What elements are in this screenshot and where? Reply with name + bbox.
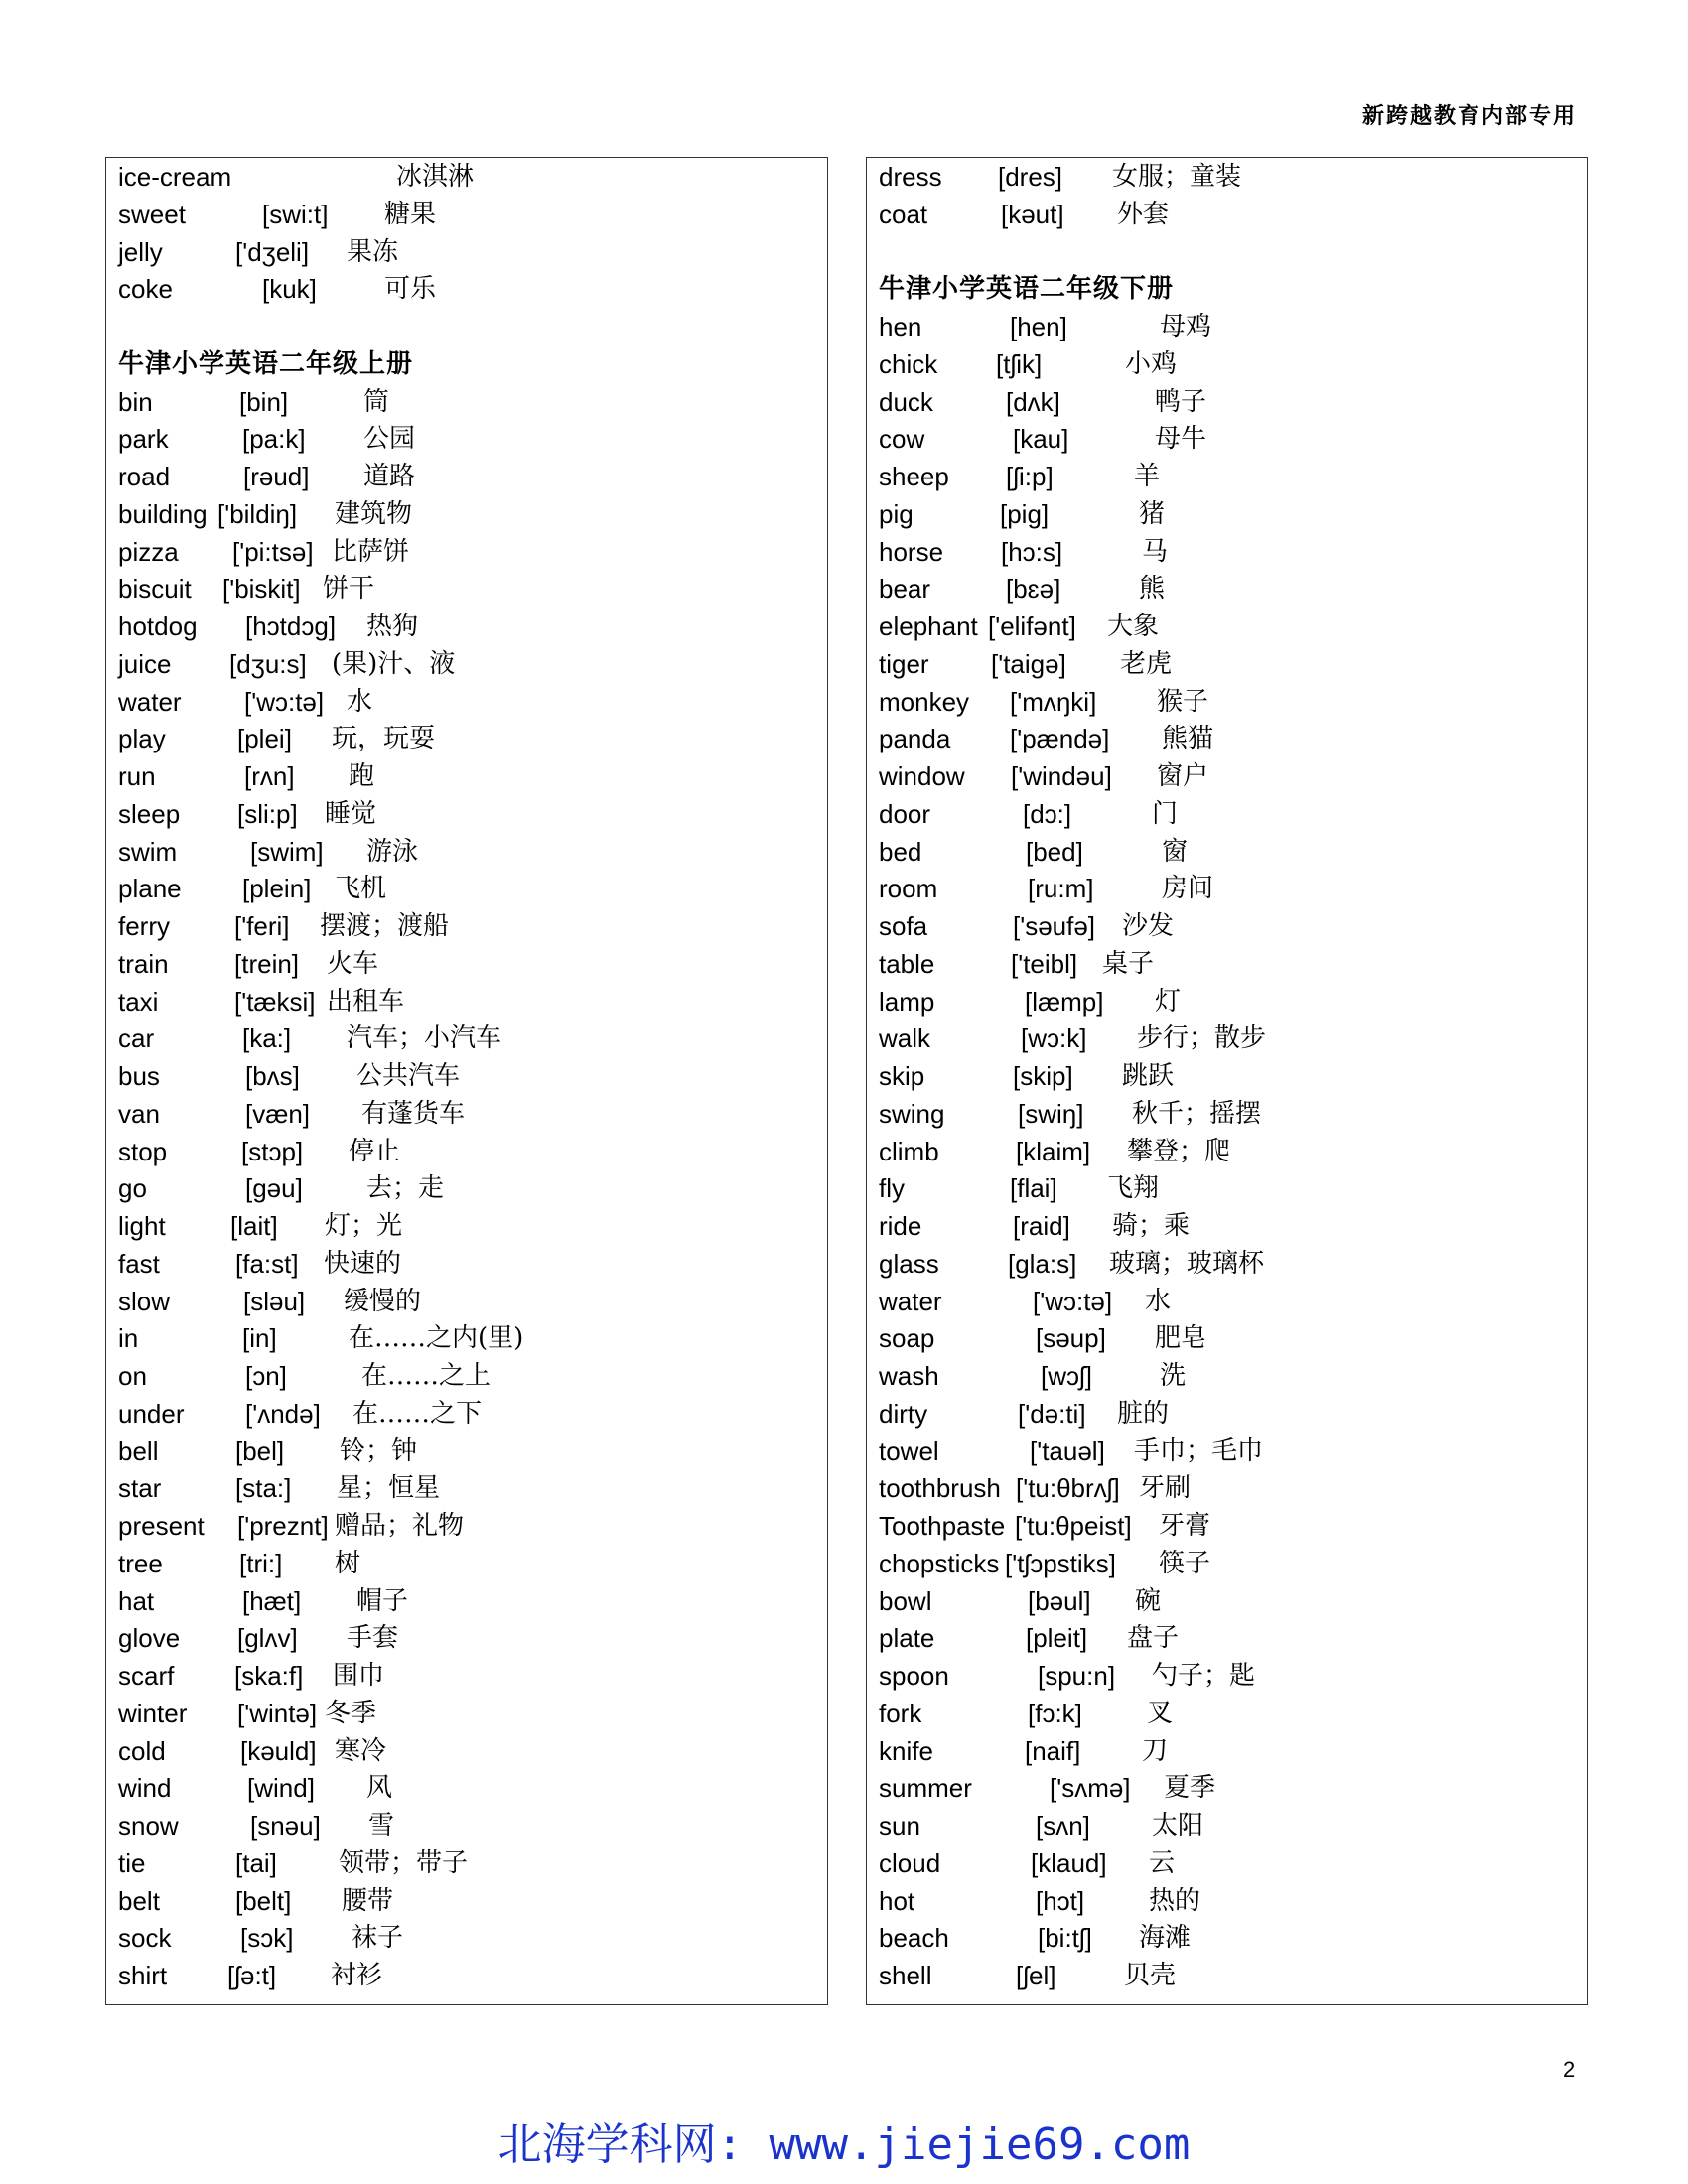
vocab-phonetic: [klaud] (1031, 1847, 1107, 1878)
vocab-word: ice-cream (118, 162, 232, 192)
vocab-word: ferry (118, 911, 170, 941)
vocab-phonetic: [kuk] (262, 274, 317, 305)
vocab-word: fly (879, 1173, 905, 1204)
vocab-word: under (118, 1398, 185, 1429)
vocab-word: bell (118, 1435, 159, 1466)
vocab-phonetic: [bɛə] (1006, 574, 1061, 605)
vocab-meaning: 冰淇淋 (396, 162, 475, 192)
vocab-phonetic: [hɔtdɔg] (245, 612, 337, 641)
vocab-meaning: 贝壳 (1124, 1961, 1177, 1990)
vocab-word: water (118, 686, 182, 717)
vocab-phonetic: ['wintə] (237, 1698, 318, 1728)
vocab-word: bin (118, 386, 153, 417)
vocab-word: walk (879, 1024, 931, 1054)
vocab-phonetic: [wɔʃ] (1041, 1361, 1092, 1391)
vocab-word: knife (879, 1735, 933, 1766)
vocab-meaning: 糖果 (384, 199, 437, 229)
vocab-word: taxi (118, 986, 159, 1017)
vocab-meaning: 猴子 (1157, 686, 1209, 717)
vocab-word: in (118, 1323, 139, 1354)
vocab-word: shirt (118, 1961, 168, 1990)
vocab-phonetic: ['wɔ:tə] (244, 686, 325, 717)
vocab-meaning: 飞机 (335, 874, 387, 904)
vocab-meaning: 鸭子 (1155, 386, 1207, 417)
vocab-meaning: 桌子 (1102, 948, 1155, 979)
vocab-phonetic: [dʌk] (1006, 386, 1060, 417)
vocab-phonetic: [tri:] (239, 1548, 283, 1578)
vocab-phonetic: [hɔt] (1036, 1885, 1085, 1916)
vocab-phonetic: [bed] (1026, 836, 1083, 867)
vocab-phonetic: ['tʃɔpstiks] (1005, 1548, 1116, 1578)
vocab-word: dress (879, 162, 942, 192)
vocab-meaning: 牙膏 (1159, 1511, 1211, 1541)
vocab-meaning: 快速的 (324, 1248, 402, 1279)
vocab-word: van (118, 1098, 160, 1129)
vocab-meaning: 门 (1152, 798, 1179, 829)
vocab-word: coat (879, 199, 928, 229)
vocab-phonetic: [stɔp] (241, 1136, 304, 1166)
vocab-meaning: 羊 (1134, 462, 1161, 491)
vocab-meaning: 大象 (1107, 612, 1160, 641)
vocab-phonetic: [kəut] (1001, 199, 1064, 229)
vocab-phonetic: [kau] (1013, 424, 1069, 455)
vocab-phonetic: [flai] (1010, 1173, 1057, 1204)
vocab-meaning: 道路 (363, 462, 416, 491)
vocab-phonetic: [sʌn] (1036, 1811, 1090, 1841)
vocab-phonetic: [lait] (230, 1211, 278, 1241)
vocab-word: pig (879, 498, 914, 529)
vocab-meaning: 有蓬货车 (361, 1098, 466, 1129)
vocab-word: soap (879, 1323, 935, 1354)
vocab-word: stop (118, 1136, 168, 1166)
vocab-phonetic: ['pi:tsə] (232, 536, 314, 567)
vocab-phonetic: [belt] (235, 1885, 292, 1916)
vocab-phonetic: [klaim] (1016, 1136, 1091, 1166)
vocab-phonetic: [hen] (1010, 312, 1067, 341)
vocab-meaning: 海滩 (1139, 1923, 1192, 1954)
vocab-phonetic: [ɡəu] (245, 1173, 303, 1204)
vocab-meaning: 在……之上 (361, 1361, 492, 1391)
vocab-phonetic: [ɡlʌv] (237, 1623, 298, 1654)
vocab-phonetic: ['taiɡə] (991, 648, 1066, 679)
vocab-word: fork (879, 1698, 922, 1728)
vocab-word: climb (879, 1136, 939, 1166)
vocab-word: coke (118, 274, 173, 305)
vocab-word: ride (879, 1211, 922, 1241)
vocab-phonetic: [bʌs] (245, 1061, 300, 1091)
vocab-meaning: (果)汁、液 (332, 648, 456, 679)
vocab-meaning: 攀登；爬 (1127, 1136, 1231, 1166)
vocab-meaning: 星；恒星 (337, 1473, 441, 1504)
vocab-word: plane (118, 874, 182, 904)
vocab-word: door (879, 798, 931, 829)
vocab-phonetic: [kəuld] (240, 1735, 317, 1766)
vocab-meaning: 筷子 (1159, 1548, 1211, 1578)
vocab-word: scarf (118, 1661, 175, 1691)
vocab-meaning: 腰带 (342, 1885, 394, 1916)
vocab-meaning: 窗 (1162, 836, 1189, 867)
vocab-meaning: 母鸡 (1160, 312, 1212, 341)
vocab-meaning: 停止 (349, 1136, 401, 1166)
vocab-meaning: 摆渡；渡船 (320, 911, 450, 941)
vocab-word: beach (879, 1923, 949, 1954)
vocab-word: star (118, 1473, 162, 1504)
vocab-meaning: 太阳 (1152, 1811, 1204, 1841)
vocab-word: wind (118, 1773, 172, 1804)
vocab-word: cold (118, 1735, 166, 1766)
vocab-meaning: 熊 (1139, 574, 1166, 605)
vocab-meaning: 比萨饼 (332, 536, 410, 567)
vocab-meaning: 缓慢的 (344, 1286, 422, 1316)
vocab-phonetic: [bəul] (1028, 1585, 1091, 1616)
vocab-phonetic: ['preznt] (237, 1511, 329, 1541)
vocab-word: fast (118, 1248, 160, 1279)
vocab-phonetic: ['bildiŋ] (217, 498, 298, 529)
vocab-meaning: 云 (1149, 1847, 1176, 1878)
vocab-meaning: 洗 (1160, 1361, 1187, 1391)
vocab-word: tree (118, 1548, 163, 1578)
vocab-word: slow (118, 1286, 171, 1316)
vocab-word: lamp (879, 986, 935, 1017)
section-title: 牛津小学英语二年级上册 (118, 348, 414, 379)
vocab-word: hen (879, 312, 922, 341)
vocab-meaning: 外套 (1117, 199, 1170, 229)
vocab-phonetic: [tʃik] (996, 348, 1043, 379)
vocab-word: hot (879, 1885, 915, 1916)
vocab-meaning: 灯；光 (325, 1211, 403, 1241)
vocab-word: sweet (118, 199, 186, 229)
vocab-phonetic: [pa:k] (242, 424, 306, 455)
vocab-word: tiger (879, 648, 929, 679)
vocab-phonetic: [bin] (239, 386, 289, 417)
vocab-meaning: 雪 (368, 1811, 395, 1841)
vocab-word: hotdog (118, 612, 198, 641)
vocab-phonetic: [ʃi:p] (1006, 462, 1054, 491)
vocab-word: duck (879, 386, 933, 417)
vocab-word: Toothpaste (879, 1511, 1006, 1541)
vocab-word: belt (118, 1885, 160, 1916)
vocab-phonetic: [plei] (237, 724, 292, 754)
vocab-meaning: 去；走 (366, 1173, 445, 1204)
vocab-word: sofa (879, 911, 928, 941)
vocab-meaning: 铃；钟 (340, 1435, 418, 1466)
vocab-word: summer (879, 1773, 972, 1804)
vocab-phonetic: ['elifənt] (988, 612, 1076, 641)
vocab-phonetic: ['tauəl] (1030, 1435, 1105, 1466)
vocab-word: skip (879, 1061, 925, 1091)
vocab-word: horse (879, 536, 944, 567)
vocab-word: juice (118, 648, 172, 679)
vocab-meaning: 马 (1142, 536, 1169, 567)
vocab-word: building (118, 498, 208, 529)
vocab-meaning: 公共汽车 (356, 1061, 461, 1091)
vocab-phonetic: ['səufə] (1013, 911, 1096, 941)
vocab-meaning: 冬季 (325, 1698, 377, 1728)
vocab-meaning: 窗户 (1157, 761, 1209, 791)
vocab-meaning: 玩，玩耍 (332, 724, 436, 754)
vocab-word: biscuit (118, 574, 192, 605)
vocab-phonetic: ['pændə] (1010, 724, 1110, 754)
vocab-phonetic: [ka:] (242, 1024, 292, 1054)
vocab-word: winter (118, 1698, 188, 1728)
vocab-phonetic: [sta:] (235, 1473, 292, 1504)
vocab-column-right (866, 157, 1588, 2005)
vocab-word: water (879, 1286, 942, 1316)
vocab-meaning: 碗 (1135, 1585, 1162, 1616)
vocab-phonetic: [ʃə:t] (227, 1961, 277, 1990)
vocab-meaning: 寒冷 (335, 1735, 387, 1766)
vocab-meaning: 筒 (363, 386, 390, 417)
vocab-word: toothbrush (879, 1473, 1001, 1504)
vocab-word: sock (118, 1923, 172, 1954)
vocab-meaning: 跳跃 (1122, 1061, 1175, 1091)
vocab-phonetic: [bel] (235, 1435, 285, 1466)
vocab-word: chick (879, 348, 938, 379)
vocab-meaning: 盘子 (1127, 1623, 1180, 1654)
vocab-meaning: 可乐 (384, 274, 437, 305)
vocab-word: spoon (879, 1661, 949, 1691)
vocab-meaning: 衬衫 (331, 1961, 383, 1990)
vocab-phonetic: [pleit] (1026, 1623, 1088, 1654)
vocab-phonetic: ['tu:θpeist] (1015, 1511, 1132, 1541)
vocab-phonetic: ['də:ti] (1018, 1398, 1086, 1429)
vocab-phonetic: [læmp] (1025, 986, 1104, 1017)
vocab-meaning: 出租车 (327, 986, 405, 1017)
vocab-word: bowl (879, 1585, 932, 1616)
vocab-phonetic: [swi:t] (262, 199, 329, 229)
vocab-meaning: 母牛 (1155, 424, 1207, 455)
vocab-phonetic: [pig] (1000, 498, 1050, 529)
vocab-word: present (118, 1511, 205, 1541)
vocab-phonetic: [hæt] (242, 1585, 302, 1616)
vocab-phonetic: [naif] (1025, 1735, 1081, 1766)
vocab-word: pizza (118, 536, 179, 567)
vocab-word: go (118, 1173, 147, 1204)
vocab-meaning: 牙刷 (1139, 1473, 1192, 1504)
vocab-phonetic: [plein] (242, 874, 312, 904)
vocab-word: cow (879, 424, 925, 455)
vocab-meaning: 熊猫 (1162, 724, 1214, 754)
vocab-word: sun (879, 1811, 920, 1841)
vocab-word: dirty (879, 1398, 928, 1429)
vocab-meaning: 火车 (327, 948, 379, 979)
vocab-word: road (118, 462, 171, 491)
vocab-word: hat (118, 1585, 155, 1616)
vocab-meaning: 睡觉 (325, 798, 377, 829)
vocab-meaning: 公园 (363, 424, 416, 455)
vocab-meaning: 步行；散步 (1137, 1024, 1267, 1054)
vocab-word: on (118, 1361, 147, 1391)
vocab-phonetic: [ska:f] (234, 1661, 304, 1691)
vocab-meaning: 灯 (1155, 986, 1182, 1017)
vocab-meaning: 风 (366, 1773, 393, 1804)
vocab-meaning: 帽子 (356, 1585, 409, 1616)
vocab-meaning: 玻璃；玻璃杯 (1109, 1248, 1265, 1279)
vocab-phonetic: [ru:m] (1028, 874, 1094, 904)
vocab-phonetic: [trein] (234, 948, 300, 979)
vocab-word: table (879, 948, 935, 979)
vocab-word: train (118, 948, 169, 979)
vocab-word: car (118, 1024, 155, 1054)
vocab-phonetic: ['teibl] (1011, 948, 1078, 979)
vocab-phonetic: ['windəu] (1011, 761, 1112, 791)
vocab-meaning: 小鸡 (1125, 348, 1178, 379)
vocab-word: sleep (118, 798, 181, 829)
footer-watermark: 北海学科网: www.jiejie69.com (497, 2119, 1191, 2170)
vocab-phonetic: [fa:st] (235, 1248, 299, 1279)
vocab-phonetic: [sləu] (243, 1286, 306, 1316)
vocab-phonetic: [raid] (1013, 1211, 1070, 1241)
page-header: 新跨越教育内部专用 (1361, 103, 1577, 129)
vocab-meaning: 在……之内(里) (349, 1323, 524, 1354)
vocab-meaning: 叉 (1147, 1698, 1174, 1728)
vocab-phonetic: [səup] (1036, 1323, 1106, 1354)
vocab-phonetic: [skip] (1013, 1061, 1073, 1091)
vocab-word: cloud (879, 1847, 941, 1878)
vocab-word: monkey (879, 686, 970, 717)
vocab-meaning: 骑；乘 (1112, 1211, 1191, 1241)
vocab-phonetic: [dres] (998, 162, 1063, 192)
page-number: 2 (1563, 2057, 1576, 2082)
vocab-word: bear (879, 574, 931, 605)
vocab-phonetic: [snəu] (250, 1811, 321, 1841)
vocab-meaning: 飞翔 (1107, 1173, 1160, 1204)
vocab-word: snow (118, 1811, 179, 1841)
vocab-phonetic: [hɔ:s] (1001, 536, 1063, 567)
vocab-phonetic: [sli:p] (237, 798, 298, 829)
vocab-phonetic: ['feri] (234, 911, 290, 941)
vocab-word: tie (118, 1847, 146, 1878)
vocab-meaning: 夏季 (1164, 1773, 1216, 1804)
vocab-word: plate (879, 1623, 935, 1654)
vocab-column-left (105, 157, 828, 2005)
vocab-word: chopsticks (879, 1548, 1000, 1578)
vocab-meaning: 热狗 (366, 612, 419, 641)
vocab-phonetic: [væn] (245, 1098, 311, 1129)
vocab-word: light (118, 1211, 166, 1241)
vocab-phonetic: [dʒu:s] (229, 648, 307, 679)
vocab-phonetic: [ʃel] (1016, 1961, 1056, 1990)
vocab-phonetic: ['ʌndə] (245, 1398, 321, 1429)
vocab-meaning: 水 (1145, 1286, 1172, 1316)
vocab-meaning: 袜子 (352, 1923, 404, 1954)
vocab-meaning: 领带；带子 (339, 1847, 469, 1878)
vocab-meaning: 手套 (347, 1623, 399, 1654)
vocab-meaning: 女服；童装 (1112, 162, 1242, 192)
vocab-meaning: 房间 (1162, 874, 1214, 904)
vocab-phonetic: [gla:s] (1008, 1248, 1077, 1279)
vocab-meaning: 饼干 (323, 574, 375, 605)
vocab-word: swim (118, 836, 178, 867)
vocab-word: swing (879, 1098, 945, 1129)
vocab-word: towel (879, 1435, 939, 1466)
vocab-meaning: 刀 (1142, 1735, 1169, 1766)
vocab-meaning: 汽车；小汽车 (347, 1024, 502, 1054)
vocab-word: bus (118, 1061, 160, 1091)
vocab-meaning: 老虎 (1120, 648, 1173, 679)
vocab-phonetic: ['biskit] (222, 574, 301, 605)
vocab-phonetic: [dɔ:] (1023, 798, 1072, 829)
vocab-phonetic: [in] (242, 1323, 277, 1354)
vocab-word: play (118, 724, 166, 754)
vocab-meaning: 建筑物 (335, 498, 413, 529)
vocab-word: glass (879, 1248, 939, 1279)
vocab-phonetic: ['dʒeli] (235, 236, 310, 267)
vocab-phonetic: ['tu:θbrʌʃ] (1016, 1473, 1120, 1504)
vocab-word: bed (879, 836, 922, 867)
vocab-word: wash (879, 1361, 939, 1391)
vocab-meaning: 热的 (1149, 1885, 1201, 1916)
vocab-word: window (879, 761, 965, 791)
vocab-word: room (879, 874, 938, 904)
vocab-phonetic: [wɔ:k] (1021, 1024, 1087, 1054)
vocab-meaning: 水 (347, 686, 373, 717)
vocab-phonetic: ['mʌŋki] (1010, 686, 1097, 717)
vocab-phonetic: [wind] (247, 1773, 315, 1804)
vocab-phonetic: [spu:n] (1038, 1661, 1116, 1691)
vocab-phonetic: [fɔ:k] (1028, 1698, 1082, 1728)
vocab-phonetic: [tai] (235, 1847, 277, 1878)
vocab-meaning: 沙发 (1122, 911, 1175, 941)
vocab-word: glove (118, 1623, 181, 1654)
vocab-word: sheep (879, 462, 949, 491)
vocab-meaning: 秋千；摇摆 (1132, 1098, 1262, 1129)
vocab-meaning: 手巾；毛巾 (1134, 1435, 1264, 1466)
vocab-word: shell (879, 1961, 932, 1990)
vocab-phonetic: [sɔk] (240, 1923, 294, 1954)
vocab-phonetic: ['tæksi] (234, 986, 316, 1017)
section-title: 牛津小学英语二年级下册 (879, 274, 1175, 305)
vocab-meaning: 围巾 (333, 1661, 385, 1691)
vocab-meaning: 赠品；礼物 (335, 1511, 465, 1541)
vocab-word: jelly (118, 236, 163, 267)
vocab-phonetic: ['wɔ:tə] (1033, 1286, 1113, 1316)
vocab-phonetic: [ɔn] (245, 1361, 287, 1391)
vocab-phonetic: [rʌn] (244, 761, 295, 791)
vocab-meaning: 在……之下 (352, 1398, 483, 1429)
vocab-meaning: 肥皂 (1155, 1323, 1207, 1354)
vocab-meaning: 树 (335, 1548, 361, 1578)
vocab-meaning: 跑 (349, 761, 375, 791)
vocab-word: elephant (879, 612, 978, 641)
vocab-word: run (118, 761, 156, 791)
vocab-meaning: 果冻 (347, 236, 399, 267)
vocab-phonetic: [rəud] (243, 462, 310, 491)
vocab-phonetic: [bi:tʃ] (1038, 1923, 1092, 1954)
vocab-meaning: 游泳 (366, 836, 419, 867)
vocab-word: panda (879, 724, 951, 754)
vocab-meaning: 勺子；匙 (1152, 1661, 1256, 1691)
vocab-meaning: 猪 (1139, 498, 1166, 529)
vocab-phonetic: ['sʌmə] (1050, 1773, 1131, 1804)
vocab-phonetic: [swiŋ] (1018, 1098, 1084, 1129)
vocab-word: park (118, 424, 169, 455)
vocab-phonetic: [swim] (250, 836, 324, 867)
vocab-meaning: 脏的 (1117, 1398, 1170, 1429)
